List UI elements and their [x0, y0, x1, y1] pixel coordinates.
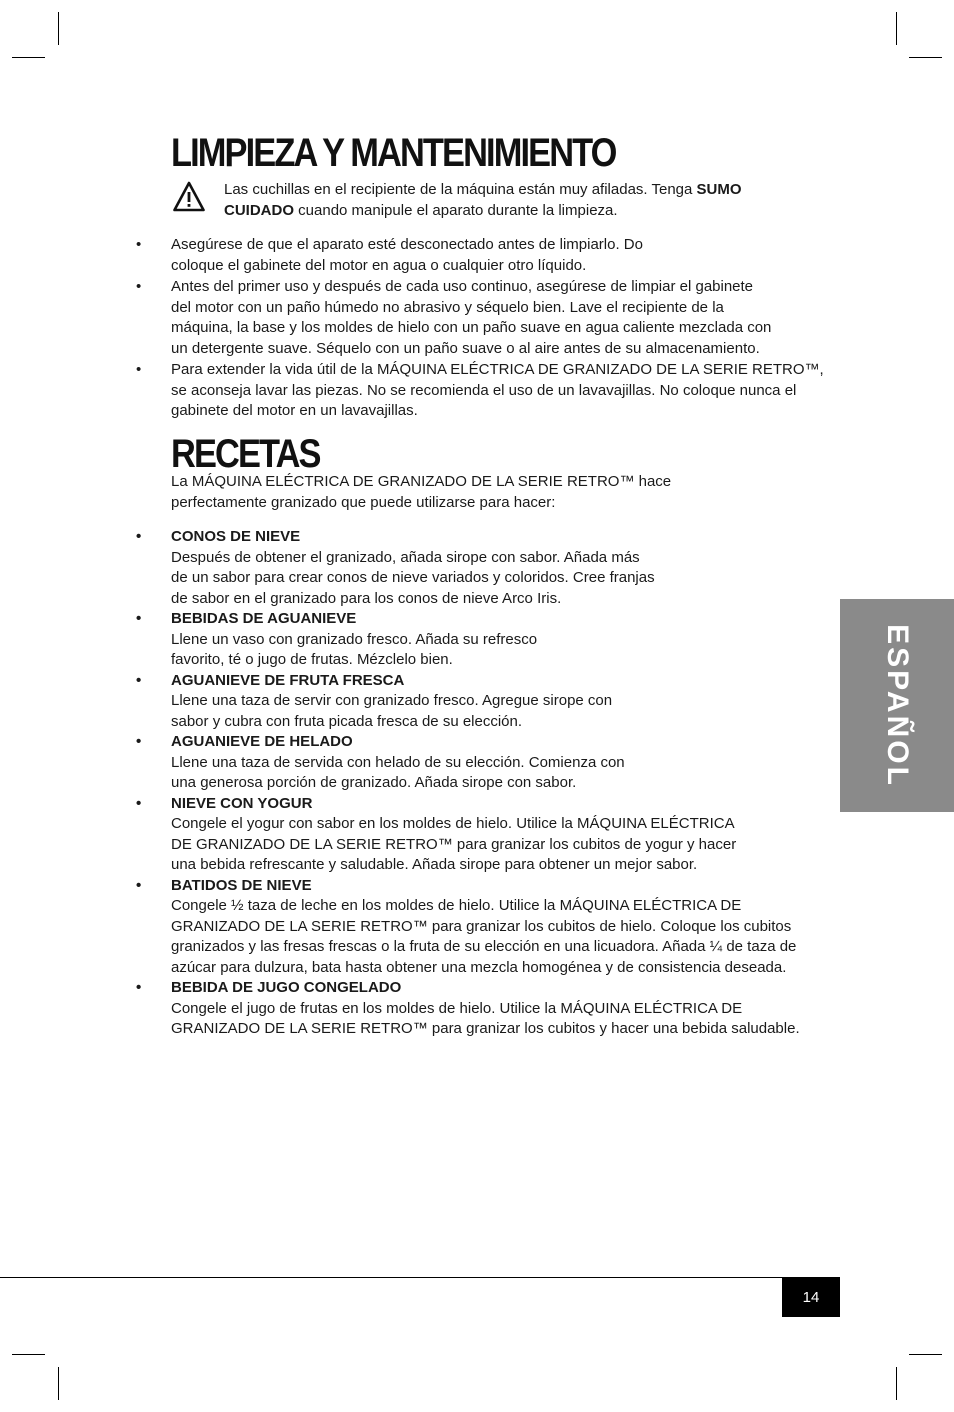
cleaning-list [133, 235, 833, 423]
recipes-list [133, 527, 833, 1040]
recipe-item: • NIEVE CON YOGUR Congele el yogur con sabor en los moldes de hielo. Utilice la MÁQUINA ELÉCTRICA DE GRANIZADO DE LA SERIE RETRO™ para granizar los cubitos de yogur y hacer una bebida refrescante y saludable. Añada sirope para obtener un mejor sabor. [133, 794, 833, 876]
crop-mark [896, 12, 897, 45]
language-tab [840, 599, 954, 812]
recipe-item: • AGUANIEVE DE FRUTA FRESCA Llene una taza de servir con granizado fresco. Agregue sirope con sabor y cubra con fruta picada fresca de su elección. [133, 671, 833, 733]
crop-mark [12, 1354, 45, 1355]
list-item: • Asegúrese de que el aparato esté desconectado antes de limpiarlo. Do coloque el gabinete del motor en agua o cualquier otro líquido. [136, 236, 643, 274]
recipe-title: NIEVE CON YOGUR [171, 794, 313, 812]
cleaning-heading: LIMPIEZA Y MANTENIMIENTO [171, 131, 616, 175]
recipes-intro: La MÁQUINA ELÉCTRICA DE GRANIZADO DE LA SERIE RETRO™ hace perfectamente granizado que puede utilizarse para hacer: [171, 473, 672, 511]
recipe-item: • CONOS DE NIEVE Después de obtener el granizado, añada sirope con sabor. Añada más de un sabor para crear conos de nieve variados y coloridos. Cree franjas de sabor en el granizado para los conos de nieve Arco Iris. [133, 527, 833, 609]
recipe-title: AGUANIEVE DE HELADO [171, 733, 353, 750]
crop-mark [896, 1367, 897, 1400]
recipe-text: Llene una taza de servir con granizado fresco. Agregue sirope con sabor y cubra con fruta picada fresca de su elección. [171, 692, 613, 730]
list-item: • Para extender la vida útil de la MÁQUINA ELÉCTRICA DE GRANIZADO DE LA SERIE RETRO™, se aconseja lavar las piezas. No se recomienda el uso de un lavavajillas. No coloque nunca el gabinete del motor en un lavavajillas. [136, 361, 824, 419]
recipe-title: BATIDOS DE NIEVE [171, 876, 312, 894]
recipe-item: • BEBIDA DE JUGO CONGELADO Congele el jugo de frutas en los moldes de hielo. Utilice la MÁQUINA ELÉCTRICA DE GRANIZADO DE LA SERIE RETRO™ para granizar los cubitos y hacer una bebida saludable. [133, 978, 833, 1040]
recipes-heading: RECETAS [171, 432, 320, 476]
page-number: 14 [802, 1289, 820, 1306]
recipe-title: AGUANIEVE DE FRUTA FRESCA [171, 671, 405, 689]
crop-mark [58, 12, 59, 45]
crop-mark [909, 1354, 942, 1355]
recipe-text: Congele ½ taza de leche en los moldes de hielo. Utilice la MÁQUINA ELÉCTRICA DE GRANIZADO DE LA SERIE RETRO™ para granizar los cubitos de hielo. Coloque los cubitos granizados y las fresas frescas o la fruta de su elección en una licuadora. Añada ¼ de taza de azúcar para dulzura, bata hasta obtener una mezcla homogénea y de consistencia deseada. [171, 897, 797, 976]
warning-emphasis: SUMO CUIDADO [224, 181, 742, 219]
warning-icon [173, 181, 205, 213]
recipe-text: Después de obtener el granizado, añada sirope con sabor. Añada más de un sabor para crear conos de nieve variados y coloridos. Cree franjas de sabor en el granizado para los conos de nieve Arco Iris. [171, 548, 655, 607]
recipe-title: BEBIDA DE JUGO CONGELADO [171, 979, 402, 996]
footer-rule [0, 1277, 840, 1278]
recipe-text: Congele el jugo de frutas en los moldes de hielo. Utilice la MÁQUINA ELÉCTRICA DE GRANIZADO DE LA SERIE RETRO™ para granizar los cubitos y hacer una bebida saludable. [171, 999, 800, 1037]
crop-mark [909, 57, 942, 58]
language-tab-label: ESPAÑOL [881, 623, 914, 788]
recipe-title: CONOS DE NIEVE [171, 528, 301, 545]
warning-text: Las cuchillas en el recipiente de la máquina están muy afiladas. Tenga SUMO CUIDADO cuando manipule el aparato durante la limpieza. [224, 181, 742, 219]
recipe-text: Congele el yogur con sabor en los moldes de hielo. Utilice la MÁQUINA ELÉCTRICA DE GRANIZADO DE LA SERIE RETRO™ para granizar los cubitos de yogur y hacer una bebida refrescante y saludable. Añada sirope para obtener un mejor sabor. [171, 815, 737, 873]
recipe-text: Llene una taza de servida con helado de su elección. Comienza con una generosa porción de granizado. Añada sirope con sabor. [171, 753, 625, 791]
recipe-item: • BATIDOS DE NIEVE Congele ½ taza de leche en los moldes de hielo. Utilice la MÁQUINA ELÉCTRICA DE GRANIZADO DE LA SERIE RETRO™ para granizar los cubitos de hielo. Coloque los cubitos granizados y las fresas frescas o la fruta de su elección en una licuadora. Añada ¼ de taza de azúcar para dulzura, bata hasta obtener una mezcla homogénea y de consistencia deseada. [133, 876, 833, 979]
crop-mark [12, 57, 45, 58]
recipe-item: • BEBIDAS DE AGUANIEVE Llene un vaso con granizado fresco. Añada su refresco favorito, té o jugo de frutas. Mézclelo bien. [133, 609, 833, 671]
recipe-item: • AGUANIEVE DE HELADO Llene una taza de servida con helado de su elección. Comienza con una generosa porción de granizado. Añada sirope con sabor. [133, 732, 833, 794]
recipe-title: BEBIDAS DE AGUANIEVE [171, 610, 357, 627]
recipe-text: Llene un vaso con granizado fresco. Añada su refresco favorito, té o jugo de frutas. Mézclelo bien. [171, 630, 538, 668]
page-number-box [782, 1278, 840, 1317]
list-item: • Antes del primer uso y después de cada uso continuo, asegúrese de limpiar el gabinete del motor con un paño húmedo no abrasivo y séquelo bien. Lave el recipiente de la máquina, la base y los moldes de hielo con un paño suave en agua caliente mezclada con un detergente suave. Séquelo con un paño suave o al aire antes de su almacenamiento. [136, 278, 772, 357]
crop-mark [58, 1367, 59, 1400]
